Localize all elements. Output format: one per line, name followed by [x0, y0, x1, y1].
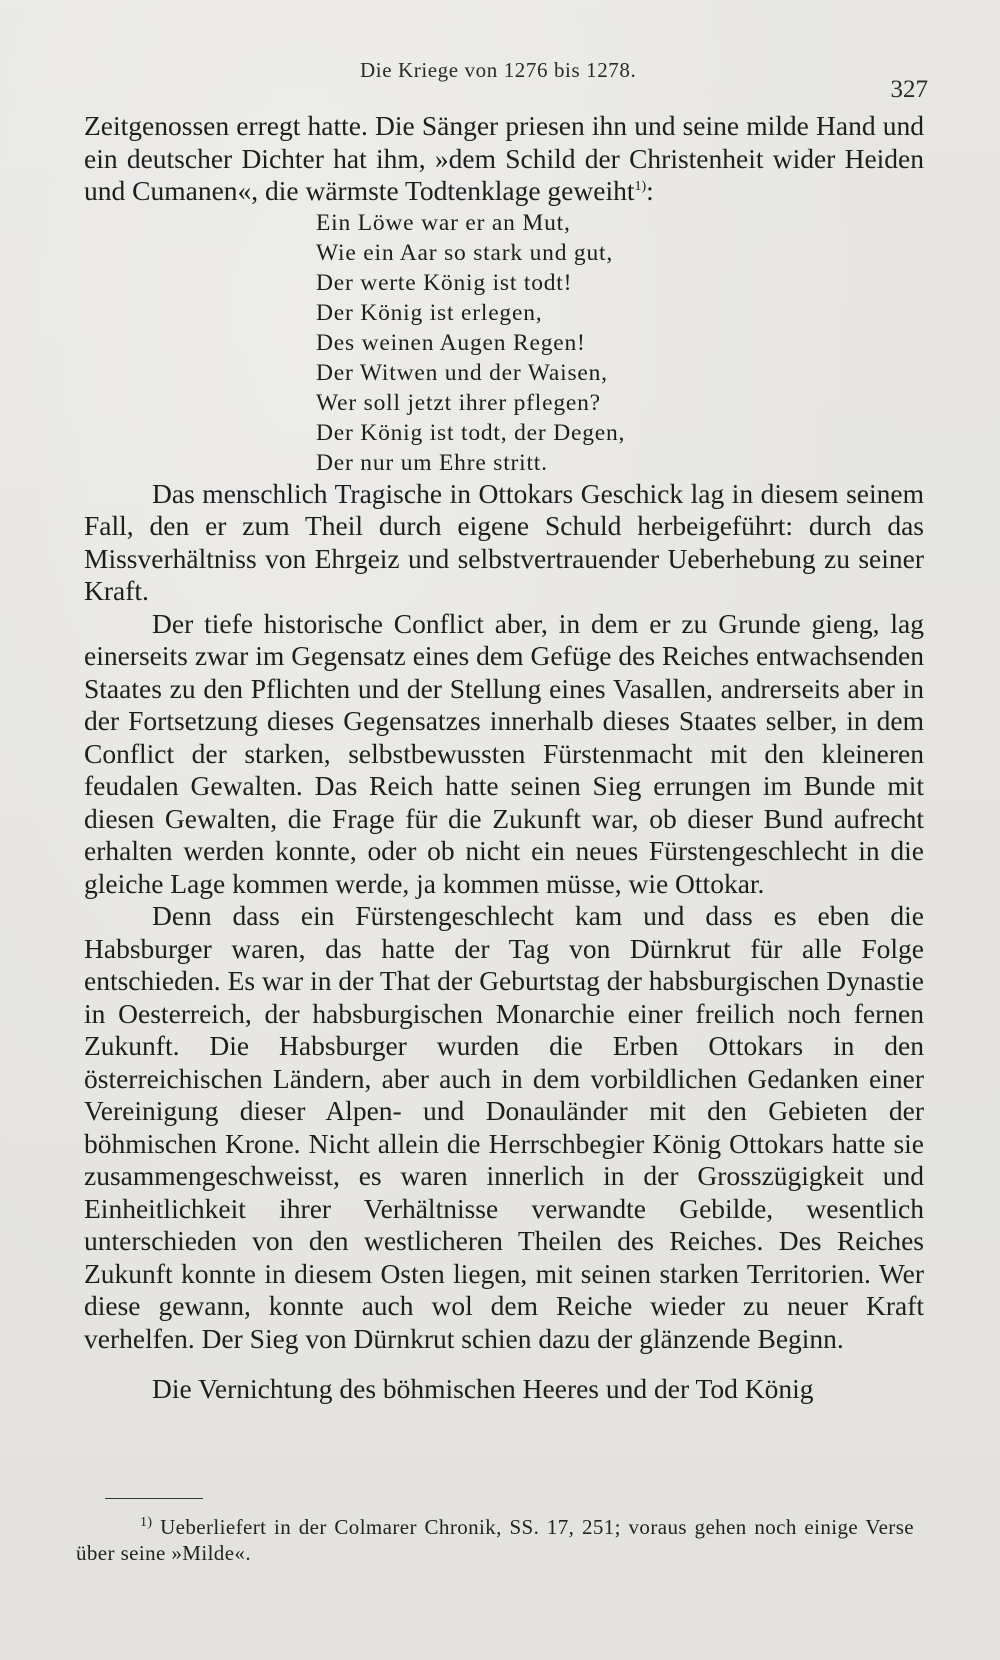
footnote-divider: [105, 1498, 203, 1499]
verse-line: Der König ist erlegen,: [316, 299, 543, 326]
running-title: Die Kriege von 1276 bis 1278.: [360, 58, 637, 82]
verse-line: Der werte König ist todt!: [316, 269, 573, 296]
footnote-reference[interactable]: 1): [634, 178, 647, 194]
page-number: 327: [890, 76, 928, 103]
paragraph-4: Denn dass ein Fürstengeschlecht kam und dass es eben die Habsburger waren, das hatte der Tag von Dürnkrut für alle Folge entschieden. Es war in der That der Geburtstag der habsburgischen Dynastie in Oesterreich, der habsburgischen Monarchie einer freilich noch fernen Zukunft. Die Habsburger wurden die Erben Ottokars in den österreichischen Ländern, aber auch in dem vorbildlichen Gedanken einer Vereinigung dieser Alpen- und Donauländer mit den Gebieten der böhmischen Krone. Nicht allein die Herrschbegier König Ottokars hatte sie zusammengeschweisst, es waren innerlich in der Grosszügigkeit und Einheitlichkeit ihrer Verhältnisse verwandte Gebilde, wesentlich unterschieden von den westlicheren Theilen des Reiches. Des Reiches Zukunft konnte in diesem Osten liegen, mit seinen starken Territorien. Wer diese gewann, konnte auch wol dem Reiche wieder zu neuer Kraft verhelfen. Der Sieg von Dürnkrut schien dazu der glänzende Beginn.: [84, 900, 924, 1354]
verse-line: Wie ein Aar so stark und gut,: [316, 239, 614, 266]
verse-line: Der König ist todt, der Degen,: [316, 419, 626, 446]
main-text: [84, 110, 924, 1406]
paragraph-5: Die Vernichtung des böhmischen Heeres und der Tod König: [152, 1373, 814, 1404]
paragraph-3: Der tiefe historische Conflict aber, in dem er zu Grunde gieng, lag einerseits zwar im Gegensatz eines dem Gefüge des Reiches entwachsenden Staates zu den Pflichten und der Stellung eines Vasallen, andrerseits aber in der Fortsetzung dieses Gegensatzes innerhalb dieses Staates selber, in dem Conflict der starken, selbstbewussten Fürstenmacht mit den kleineren feudalen Gewalten. Das Reich hatte seinen Sieg errungen im Bunde mit diesen Gewalten, die Frage für die Zukunft war, ob dieser Bund aufrecht erhalten werden konnte, oder ob nicht ein neues Fürstengeschlecht in die gleiche Lage kommen werde, ja kommen müsse, wie Ottokar.: [84, 607, 924, 899]
poem-verse: [316, 208, 924, 478]
verse-line: Ein Löwe war er an Mut,: [316, 209, 571, 236]
section-gap: [84, 1355, 924, 1373]
verse-line: Der Witwen und der Waisen,: [316, 359, 608, 386]
footnote-text: Ueberliefert in der Colmarer Chronik, SS. 17, 251; voraus gehen noch einige Verse über seine »Milde«.: [76, 1515, 914, 1565]
verse-line: Des weinen Augen Regen!: [316, 329, 586, 356]
paragraph-1-text: Zeitgenossen erregt hatte. Die Sänger priesen ihn und seine milde Hand und ein deutscher Dichter hat ihm, »dem Schild der Christenheit wider Heiden und Cumanen«, die wärmste Todtenklage geweiht: [84, 110, 924, 206]
paragraph-1: [84, 110, 924, 208]
footnote: [76, 1514, 914, 1566]
paragraph-1-end: :: [646, 175, 654, 206]
verse-line: Wer soll jetzt ihrer pflegen?: [316, 389, 601, 416]
paragraph-2: Das menschlich Tragische in Ottokars Geschick lag in diesem seinem Fall, den er zum Theil durch eigene Schuld herbeigeführt: durch das Missverhältniss von Ehrgeiz und selbstvertrauender Ueberhebung zu seiner Kraft.: [84, 477, 924, 606]
footnote-marker: 1): [140, 1515, 153, 1530]
verse-line: Der nur um Ehre stritt.: [316, 449, 548, 476]
